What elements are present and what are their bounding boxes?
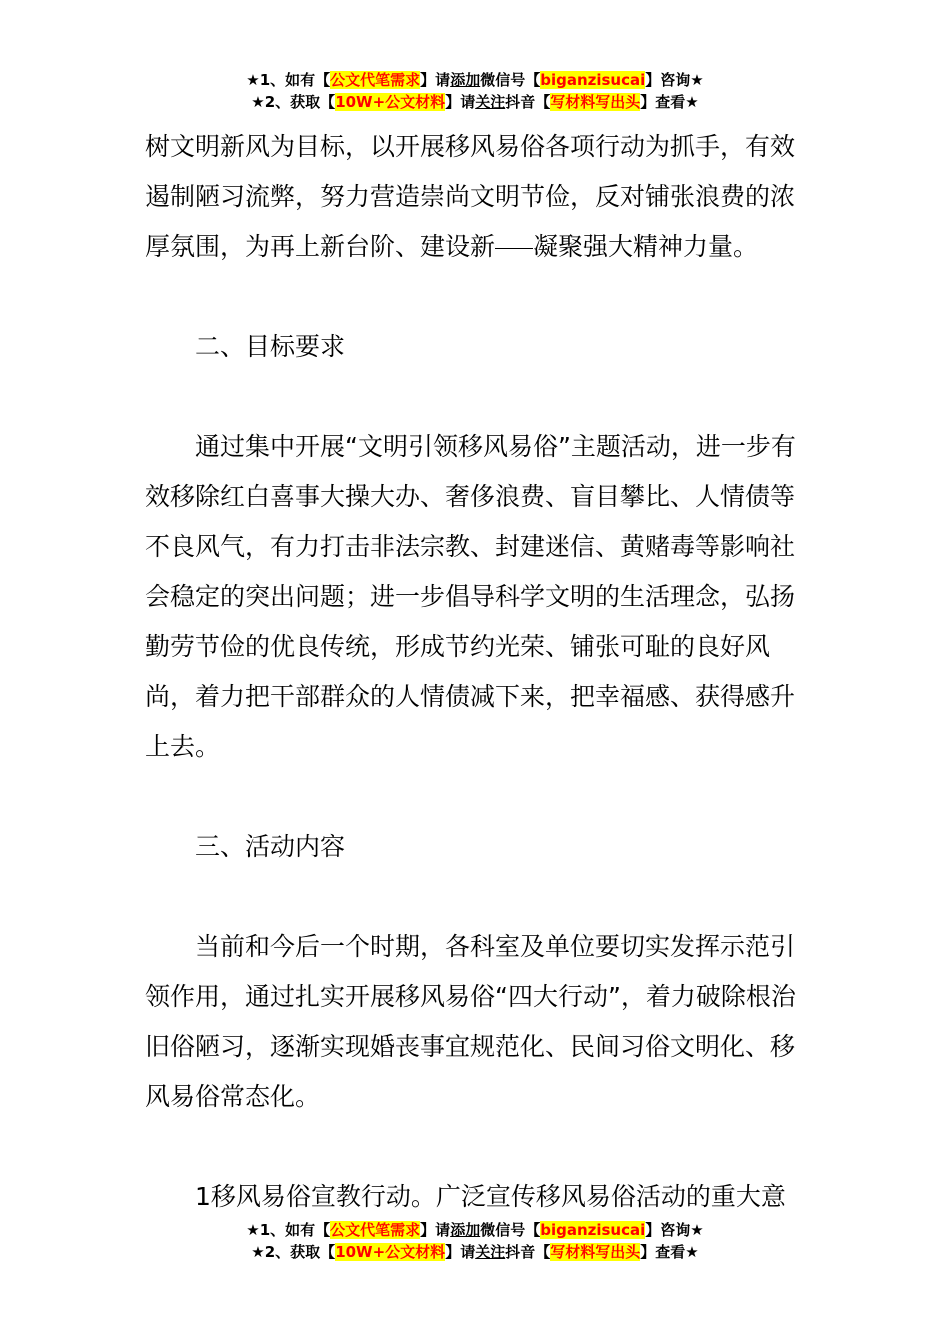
paragraph-activities: 当前和今后一个时期，各科室及单位要切实发挥示范引领作用，通过扎实开展移风易俗“四大行动”，着力破除根治旧俗陋习，逐渐实现婚丧事宜规范化、民间习俗文明化、移风易俗常态化。	[145, 932, 796, 1111]
paragraph-item-1: 1移风易俗宣教行动。广泛宣传移风易俗活动的重大意	[195, 1182, 786, 1211]
ghostwriting-highlight: 公文代笔需求	[330, 1221, 421, 1239]
douyin-highlight: 写材料写出头	[550, 93, 641, 111]
banner-line-1: ★1、如有【公文代笔需求】请添加微信号【biganzisucai】咨询★	[246, 71, 704, 89]
section-heading-activities: 三、活动内容	[195, 832, 346, 861]
materials-highlight: 10W+公文材料	[335, 1243, 446, 1261]
wechat-id-highlight: biganzisucai	[540, 1221, 646, 1239]
blank-underline	[495, 248, 533, 249]
footer-banner	[0, 1219, 950, 1263]
banner-line-2: ★2、获取【10W+公文材料】请关注抖音【写材料写出头】查看★	[251, 93, 699, 111]
ghostwriting-highlight: 公文代笔需求	[330, 71, 421, 89]
materials-highlight: 10W+公文材料	[335, 93, 446, 111]
banner-line-1: ★1、如有【公文代笔需求】请添加微信号【biganzisucai】咨询★	[246, 1221, 704, 1239]
wechat-id-highlight: biganzisucai	[540, 71, 646, 89]
section-heading-goals: 二、目标要求	[195, 332, 346, 361]
document-body	[145, 122, 810, 1222]
header-banner	[0, 69, 950, 113]
banner-line-2: ★2、获取【10W+公文材料】请关注抖音【写材料写出头】查看★	[251, 1243, 699, 1261]
douyin-highlight: 写材料写出头	[550, 1243, 641, 1261]
paragraph-intro-continued: 树文明新风为目标，以开展移风易俗各项行动为抓手，有效遏制陋习流弊，努力营造崇尚文明节俭，反对铺张浪费的浓厚氛围，为再上新台阶、建设新 凝聚强大精神力量。	[145, 132, 796, 261]
paragraph-goals: 通过集中开展“文明引领移风易俗”主题活动，进一步有效移除红白喜事大操大办、奢侈浪费、盲目攀比、人情债等不良风气，有力打击非法宗教、封建迷信、黄赌毒等影响社会稳定的突出问题；进一步倡导科学文明的生活理念，弘扬勤劳节俭的优良传统，形成节约光荣、铺张可耻的良好风尚，着力把干部群众的人情债减下来，把幸福感、获得感升上去。	[145, 432, 796, 761]
